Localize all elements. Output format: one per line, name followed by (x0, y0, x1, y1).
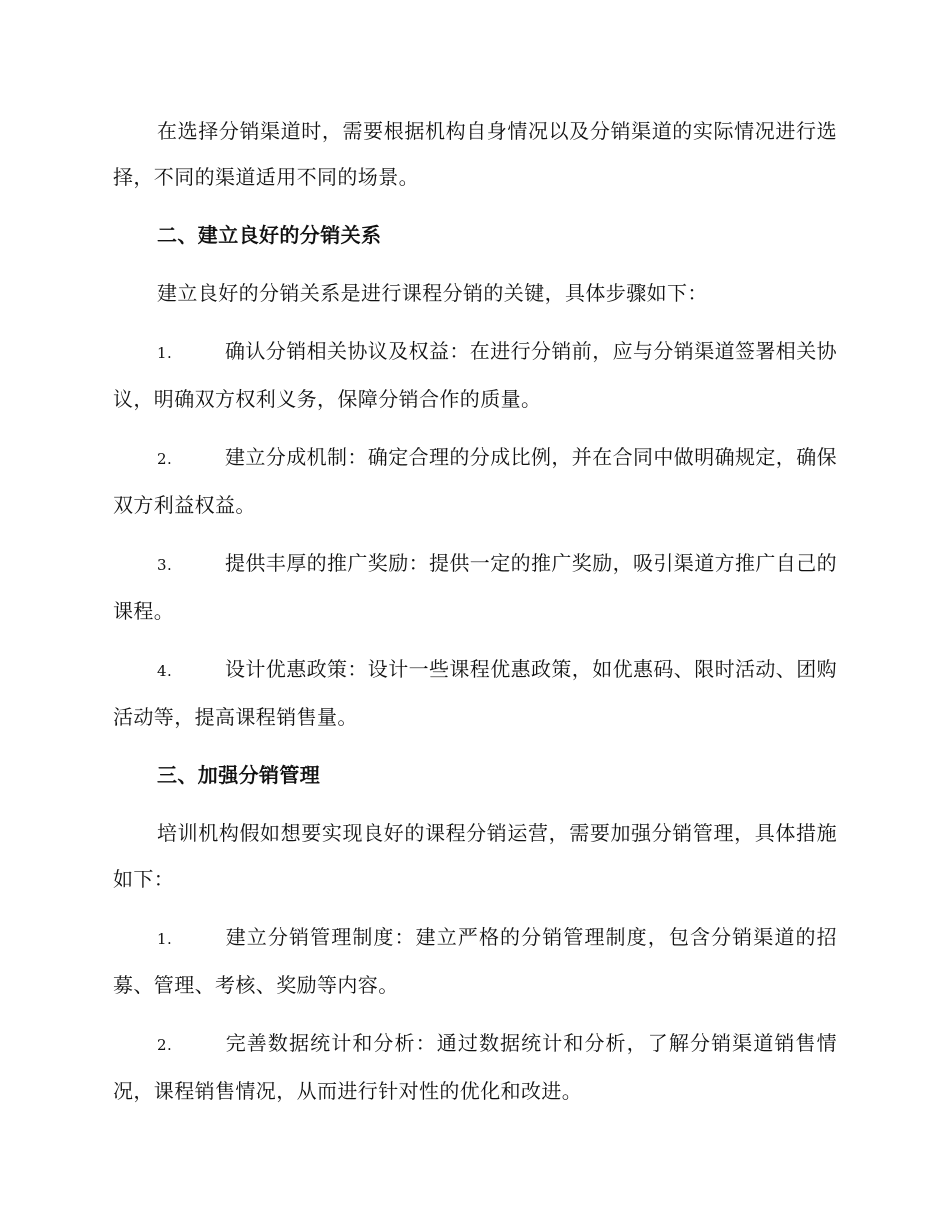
list-item (113, 646, 837, 740)
list-item-number: 1. (157, 930, 173, 948)
paragraph-relationship-intro: 建立良好的分销关系是进行课程分销的关键，具体步骤如下： (157, 281, 708, 305)
list-item (113, 540, 837, 634)
list-item (113, 914, 837, 1008)
list-item (113, 434, 837, 528)
list-item-text: 设计优惠政策：设计一些课程优惠政策，如优惠码、限时活动、团购活动等，提高课程销售量。 (113, 657, 837, 729)
list-item-text: 建立分销管理制度：建立严格的分销管理制度，包含分销渠道的招募、管理、考核、奖励等内容。 (113, 925, 837, 997)
list-item-text: 完善数据统计和分析：通过数据统计和分析，了解分销渠道销售情况，课程销售情况，从而进行针对性的优化和改进。 (113, 1031, 837, 1103)
section-heading-2: 二、建立良好的分销关系 (157, 223, 382, 247)
list-item-number: 2. (157, 1036, 173, 1054)
section-heading-3: 三、加强分销管理 (157, 763, 321, 787)
paragraph-management-intro: 培训机构假如想要实现良好的课程分销运营，需要加强分销管理，具体措施如下： (113, 821, 837, 891)
list-item (113, 1020, 837, 1114)
list-item-text: 建立分成机制：确定合理的分成比例，并在合同中做明确规定，确保双方利益权益。 (113, 445, 837, 517)
list-item-text: 提供丰厚的推广奖励：提供一定的推广奖励，吸引渠道方推广自己的课程。 (113, 551, 837, 623)
list-item (113, 328, 837, 422)
list-item-number: 3. (157, 556, 173, 574)
paragraph-channel-selection: 在选择分销渠道时，需要根据机构自身情况以及分销渠道的实际情况进行选择，不同的渠道适用不同的场景。 (113, 119, 837, 189)
document-body (113, 108, 837, 1126)
list-item-number: 4. (157, 662, 173, 680)
list-item-text: 确认分销相关协议及权益：在进行分销前，应与分销渠道签署相关协议，明确双方权利义务，保障分销合作的质量。 (113, 339, 837, 411)
list-item-number: 1. (157, 344, 173, 362)
list-item-number: 2. (157, 450, 173, 468)
